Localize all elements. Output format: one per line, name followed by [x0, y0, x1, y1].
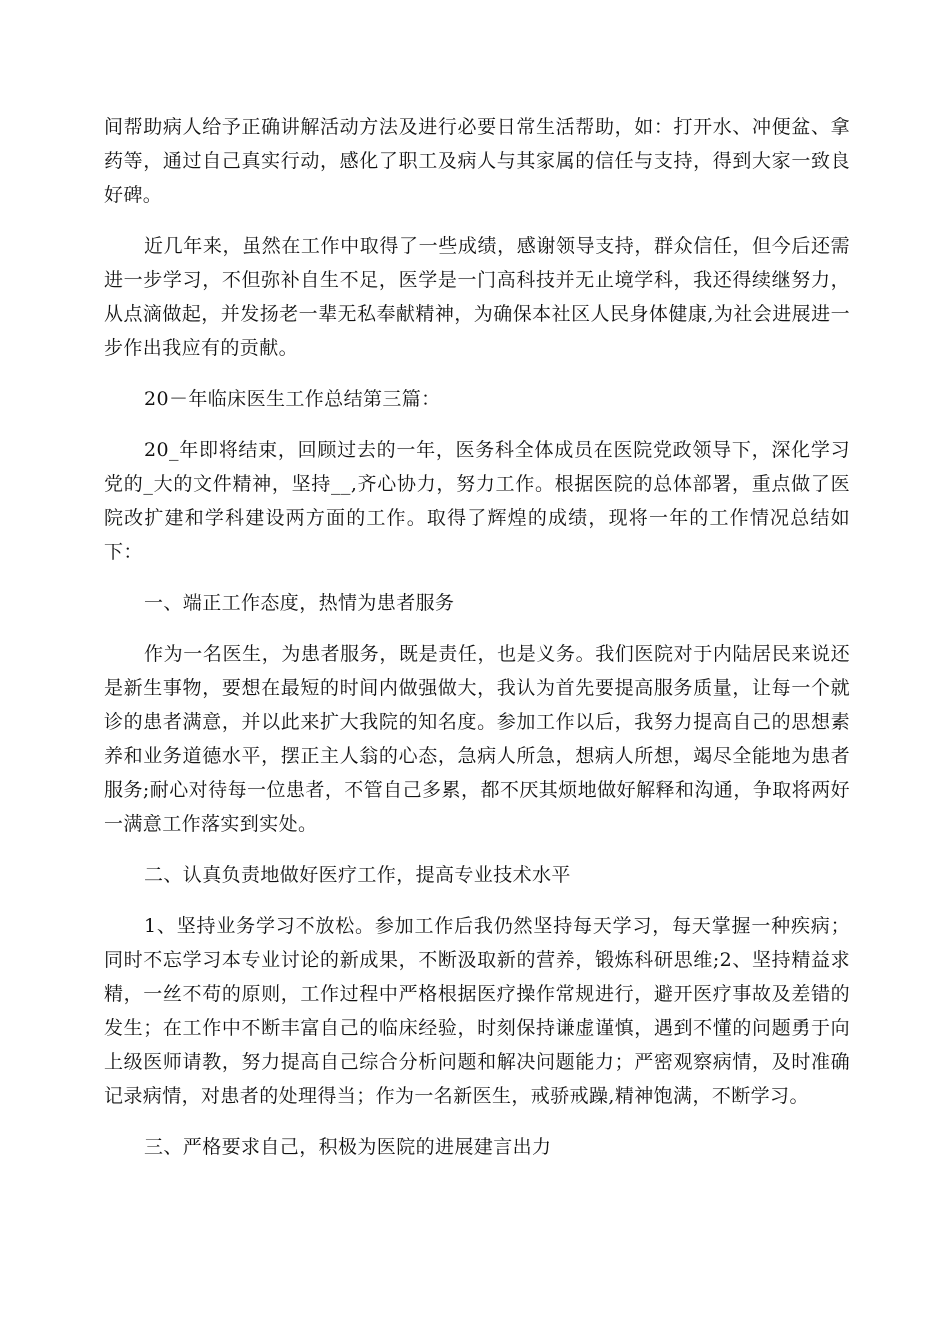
- paragraph-study: 1、坚持业务学习不放松。参加工作后我仍然坚持每天学习，每天掌握一种疾病；同时不忘学习本专业讨论的新成果，不断汲取新的营养，锻炼科研思维;2、坚持精益求精，一丝不苟的原则，工作过程中严格根据医疗操作常规进行，避开医疗事故及差错的发生；在工作中不断丰富自己的临床经验，时刻保持谦虚谨慎，遇到不懂的问题勇于向上级医师请教，努力提高自己综合分析问题和解决问题能力；严密观察病情，及时准确记录病情，对患者的处理得当；作为一名新医生，戒骄戒躁,精神饱满，不断学习。: [104, 915, 850, 1107]
- paragraph-reflection: 近几年来，虽然在工作中取得了一些成绩，感谢领导支持，群众信任，但今后还需进一步学习，不但弥补自生不足，医学是一门高科技并无止境学科，我还得续继努力，从点滴做起，并发扬老一辈无私奉献精神，为确保本社区人民身体健康,为社会进展进一步作出我应有的贡献。: [104, 235, 850, 359]
- heading-two: 二、认真负责地做好医疗工作，提高专业技术水平: [144, 864, 571, 886]
- section-title: 20－年临床医生工作总结第三篇：: [144, 388, 441, 410]
- document-body: [104, 110, 850, 1181]
- paragraph-continuation: 间帮助病人给予正确讲解活动方法及进行必要日常生活帮助，如：打开水、冲便盆、拿药等，通过自己真实行动，感化了职工及病人与其家属的信任与支持，得到大家一致良好碑。: [104, 116, 850, 206]
- paragraph-service: 作为一名医生，为患者服务，既是责任，也是义务。我们医院对于内陆居民来说还是新生事物，要想在最短的时间内做强做大，我认为首先要提高服务质量，让每一个就诊的患者满意，并以此来扩大我院的知名度。参加工作以后，我努力提高自己的思想素养和业务道德水平，摆正主人翁的心态，急病人所急，想病人所想，竭尽全能地为患者服务;耐心对待每一位患者，不管自己多累，都不厌其烦地做好解释和沟通，争取将两好一满意工作落实到实处。: [104, 643, 850, 835]
- paragraph-intro: 20_年即将结束，回顾过去的一年，医务科全体成员在医院党政领导下，深化学习党的_大的文件精神，坚持__,齐心协力，努力工作。根据医院的总体部署，重点做了医院改扩建和学科建设两方面的工作。取得了辉煌的成绩，现将一年的工作情况总结如下：: [104, 439, 850, 563]
- heading-three: 三、严格要求自己，积极为医院的进展建言出力: [144, 1136, 552, 1158]
- heading-one: 一、端正工作态度，热情为患者服务: [144, 592, 455, 614]
